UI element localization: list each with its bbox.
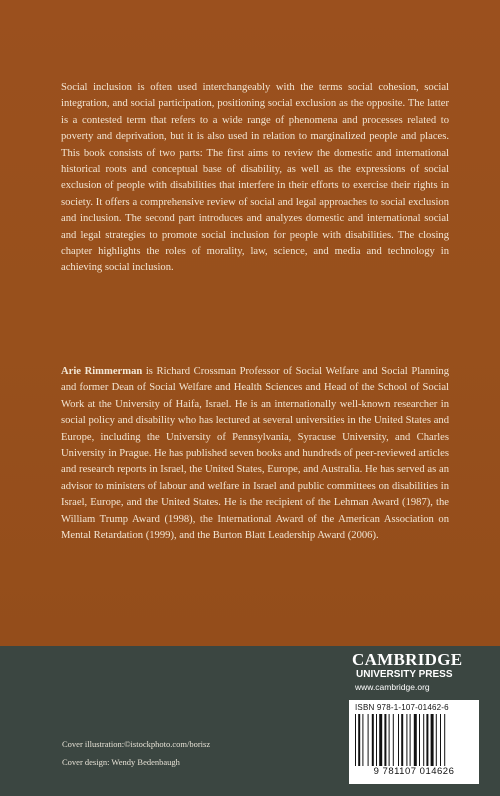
design-credit: Cover design: Wendy Bedenbaugh: [62, 757, 180, 767]
barcode-stripe: [444, 714, 445, 766]
publisher-name: CAMBRIDGE: [352, 650, 463, 669]
barcode-stripe: [406, 714, 407, 766]
author-bio: [61, 364, 449, 544]
barcode-bars: [355, 714, 473, 766]
barcode-stripe: [384, 714, 386, 766]
isbn-barcode: [349, 700, 479, 784]
author-bio-text: is Richard Crossman Professor of Social Welfare and Social Planning and former Dean of Social Welfare and Health Sciences and Head of the School of Social Work at the University of Haifa, Israel. He is an internationally well-known researcher in social policy and disability who has lectured at several universities in the United States and Europe, including the University of Pennsylvania, Syracuse University, and Charles University in Prague. He has published seven books and hundreds of peer-reviewed articles and research reports in Israel, the United States, Europe, and Australia. He has served as an advisor to ministers of labour and welfare in Israel and public committees on disabilities in Israel, Europe, and the United States. He is the recipient of the Lehman Award (1987), the William Trump Award (1998), the International Award of the American Association on Mental Retardation (1999), and the Burton Blatt Leadership Award (2006).: [61, 366, 449, 542]
publisher-press: UNIVERSITY PRESS: [356, 669, 453, 680]
barcode-stripe: [419, 714, 420, 766]
publisher-url: www.cambridge.org: [355, 682, 430, 692]
barcode-stripe: [393, 714, 394, 766]
barcode-stripe: [376, 714, 377, 766]
barcode-stripe: [431, 714, 434, 766]
author-name: Arie Rimmerman: [61, 366, 143, 377]
barcode-stripe: [355, 714, 356, 766]
illustration-credit: Cover illustration:©istockphoto.com/borisz: [62, 739, 211, 749]
isbn-label: ISBN 978-1-107-01462-6: [355, 703, 449, 712]
barcode-stripe: [358, 714, 360, 766]
barcode-stripe: [414, 714, 417, 766]
barcode-stripe: [436, 714, 437, 766]
barcode-stripe: [423, 714, 424, 766]
barcode-stripe: [440, 714, 441, 766]
barcode-stripe: [372, 714, 374, 766]
barcode-stripe: [426, 714, 428, 766]
barcode-stripe: [368, 714, 369, 766]
publisher-logo: [352, 651, 482, 693]
barcode-stripe: [398, 714, 399, 766]
barcode-stripe: [401, 714, 403, 766]
barcode-number: 9 781107 014626: [373, 766, 455, 777]
barcode-stripe: [410, 714, 411, 766]
barcode-stripe: [389, 714, 390, 766]
barcode-stripe: [362, 714, 363, 766]
barcode-stripe: [379, 714, 382, 766]
book-blurb: Social inclusion is often used interchangeably with the terms social cohesion, social integration, and social participation, positioning social exclusion as the opposite. The latter is a contested term that refers to a wide range of phenomena and processes related to poverty and deprivation, but it is also used in relation to marginalized people and places. This book consists of two parts: The first aims to review the domestic and international historical roots and conceptual base of disability, as well as the expressions of social exclusion of people with disabilities that interfere in their efforts to exercise their rights in society. It offers a comprehensive review of social and legal approaches to social exclusion and inclusion. The second part introduces and analyzes domestic and international social and legal strategies to promote social inclusion for people with disabilities. The closing chapter highlights the roles of morality, law, science, and media and technology in achieving social inclusion.: [61, 82, 449, 274]
